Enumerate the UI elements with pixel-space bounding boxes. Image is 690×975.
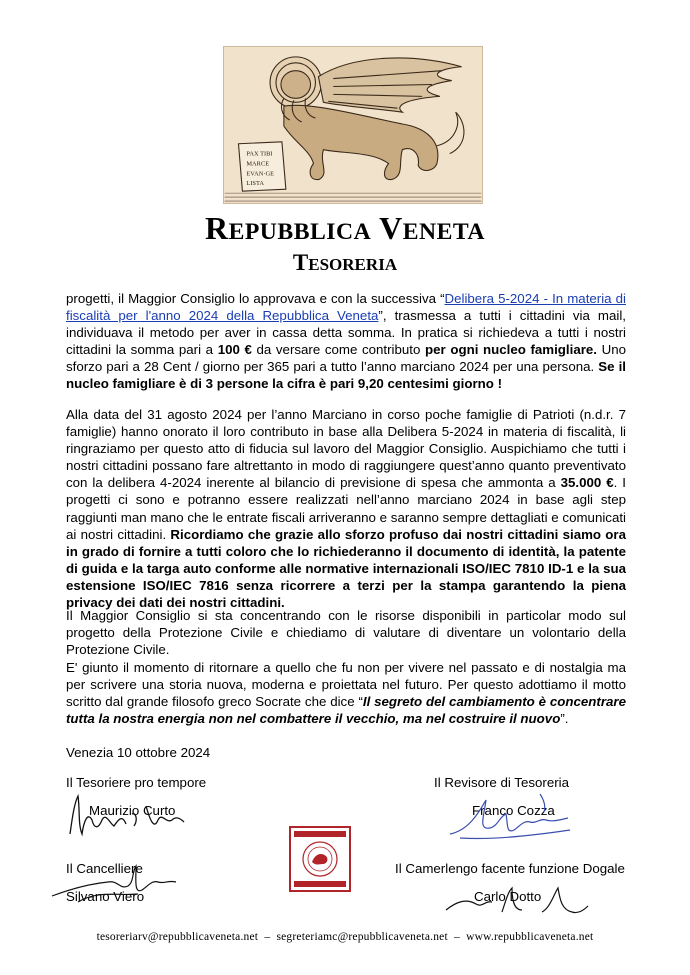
cancelliere-signature — [48, 860, 188, 908]
tesoriere-name: Maurizio Curto — [89, 803, 176, 818]
seal-emblem-icon — [291, 828, 349, 890]
paragraph-status — [66, 406, 626, 611]
repubblica-veneta-seal — [289, 826, 351, 892]
cancelliere-role: Il Cancelliere — [66, 861, 143, 876]
date-line: Venezia 10 ottobre 2024 — [66, 745, 211, 760]
text: ”. — [560, 711, 569, 727]
motto-quote: Il segreto del cambiamento è concentrare tutta la nostra energia non nel combattere il vecchio, ma nel costruire il nuovo — [66, 694, 626, 727]
bold-text: Ricordiamo che grazie allo sforzo profuso dai nostri cittadini siamo ora in grado di fornire a tutti coloro che lo richiederanno il documento di identità, la patente di guida e la targa auto conforme alle normative internazionali ISO/IEC 7810 ID-1 e la sua estensione ISO/IEC 7816 senza ricorrere a terzi per la stampa garantendo la piena privacy dei dati dei nostri cittadini. — [66, 526, 626, 611]
winged-lion-engraving — [224, 47, 482, 203]
paragraph-protezione-civile — [66, 607, 626, 658]
paragraph-motto — [66, 659, 626, 727]
text: progetti, il Maggior Consiglio lo approvava e con la successiva “ — [66, 291, 445, 306]
footer-separator: – — [264, 931, 271, 943]
page-title — [0, 210, 690, 247]
footer-website[interactable]: www.repubblicaveneta.net — [466, 931, 594, 943]
revisore-name: Franco Cozza — [472, 803, 555, 818]
footer-email-segreteria[interactable]: segreteriamc@repubblicaveneta.net — [276, 931, 448, 943]
delibera-link[interactable]: Delibera 5-2024 - In materia di fiscalità per l'anno 2024 della Repubblica Veneta — [66, 291, 626, 324]
page-subtitle — [0, 250, 690, 276]
revisore-role: Il Revisore di Tesoreria — [434, 775, 569, 790]
camerlengo-role: Il Camerlengo facente funzione Dogale — [395, 861, 625, 876]
svg-text:LISTA: LISTA — [246, 180, 265, 188]
camerlengo-name: Carlo Dotto — [474, 889, 542, 904]
bold-amount: 100 € — [217, 342, 252, 358]
svg-text:MARCE: MARCE — [246, 160, 270, 168]
svg-text:EVAN·GE: EVAN·GE — [246, 170, 275, 178]
tesoriere-role: Il Tesoriere pro tempore — [66, 775, 207, 790]
text: . I progetti ci sono e potranno essere realizzati nell’anno marciano 2024 in base agli step raggiunti man mano che le entrate fiscali arriveranno e saranno sempre dettagliati e comunicati ai nostri cittadini. — [66, 475, 626, 542]
text: ”, trasmessa a tutti i cittadini via mail, individuava il metodo per aver in cassa detta somma. In pratica si richiedeva a tutti i nostri cittadini la somma pari a — [66, 308, 627, 358]
footer-contacts — [0, 931, 690, 943]
text: E' giunto il momento di ritornare a quello che fu non per vivere nel passato e di nostalgia ma per scrivere una storia nuova, moderna e proiettata nel futuro. Per questo adottiamo il motto scritto dal grande filosofo greco Socrate che dice “ — [66, 660, 626, 710]
footer-separator: – — [454, 931, 460, 943]
bold-text: Se il nucleo famigliare è di 3 persone la cifra è pari 9,20 centesimi giorno ! — [66, 359, 626, 392]
paragraph-contribution — [66, 290, 626, 393]
cancelliere-name: Silvano Viero — [66, 889, 145, 904]
bold-text: per ogni nucleo famigliare. — [425, 342, 597, 358]
tesoriere-signature — [62, 790, 192, 842]
footer-email-tesoreria[interactable]: tesoreriarv@repubblicaveneta.net — [96, 931, 259, 943]
subtitle-word: ESORERIA — [308, 255, 398, 274]
title-word: EPUBBLICA — [228, 219, 372, 245]
title-initial: R — [204, 210, 229, 246]
camerlengo-signature — [442, 880, 592, 920]
title-initial: V — [379, 210, 403, 246]
revisore-signature — [440, 790, 580, 844]
subtitle-initial: T — [292, 250, 309, 275]
text: da versare come contributo — [251, 342, 426, 358]
text: Il Maggior Consiglio si sta concentrando con le risorse disponibili in particolar modo sul progetto della Protezione Civile e chiediamo di valutare di diventare un volontario della Protezione Civile. — [66, 608, 626, 658]
text: Uno sforzo pari a 28 Cent / giorno per 365 pari a tutto l’anno marciano 2024 per una persona. — [66, 342, 626, 375]
svg-text:PAX TIBI: PAX TIBI — [246, 150, 273, 158]
winged-lion-image — [223, 46, 483, 204]
bold-amount: 35.000 € — [560, 475, 614, 491]
title-word: ENETA — [402, 219, 486, 245]
text: Alla data del 31 agosto 2024 per l’anno Marciano in corso poche famiglie di Patrioti (n.d.r. 7 famiglie) hanno onorato il loro contributo in base alla Delibera 5-2024 in materia di fiscalità, li ringraziamo per questo atto di fiducia sul lavoro del Maggior Consiglio. Auspichiamo che tutti i nostri cittadini possano fare altrettanto in modo di raggiungere quest’anno quanto preventivato con la delibera 4-2024 inerente al bilancio di previsione di spesa che ammonta a — [66, 407, 626, 491]
